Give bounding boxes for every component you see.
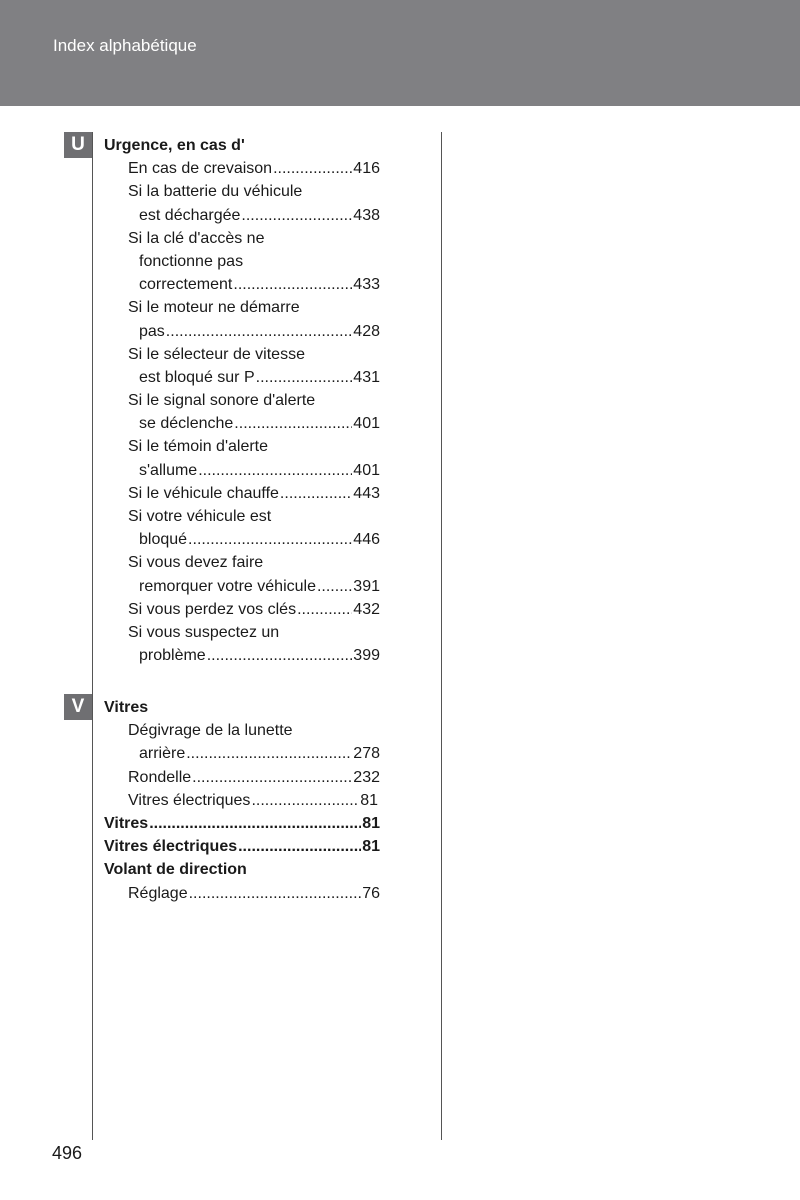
index-entry — [104, 528, 380, 551]
index-entry — [104, 250, 380, 273]
entry-text: Réglage — [128, 884, 188, 902]
entry-text: Urgence, en cas d' — [104, 137, 245, 154]
index-entry — [104, 719, 380, 742]
column-divider-right — [441, 132, 442, 1140]
entry-text: Si la batterie du véhicule — [128, 183, 303, 201]
entry-text: En cas de crevaison — [128, 160, 273, 178]
entry-text: Si la clé d'accès ne — [128, 229, 265, 247]
entry-page: 81 — [360, 791, 378, 809]
entry-text: Vitres — [104, 699, 149, 716]
index-entry — [104, 644, 380, 667]
dot-leader — [166, 320, 353, 343]
entry-text: Rondelle — [128, 768, 192, 786]
entry-page: 81 — [362, 814, 380, 832]
dot-leader — [186, 742, 352, 765]
entry-text: bloqué — [139, 531, 188, 549]
entry-page: 76 — [362, 884, 380, 902]
index-entry — [104, 459, 380, 482]
dot-leader — [207, 644, 353, 667]
entry-page: 391 — [353, 577, 380, 595]
entry-text: Si vous suspectez un — [128, 623, 280, 641]
dot-leader — [188, 528, 352, 551]
index-entry — [104, 435, 380, 458]
entry-text: Volant de direction — [104, 861, 247, 879]
index-entry — [104, 621, 380, 644]
entry-text: Si vous devez faire — [128, 554, 264, 572]
index-entry — [104, 320, 380, 343]
index-entry — [104, 551, 380, 574]
entry-text: Si le signal sonore d'alerte — [128, 392, 316, 410]
header-title: Index alphabétique — [53, 36, 197, 55]
dot-leader — [189, 882, 362, 905]
index-entry — [104, 696, 380, 719]
entry-page: 446 — [353, 531, 380, 549]
section-letter-u: U — [64, 132, 92, 158]
entry-text: Si le moteur ne démarre — [128, 299, 300, 317]
dot-leader — [280, 482, 352, 505]
index-section-v — [104, 696, 380, 905]
entry-text: est déchargée — [139, 206, 241, 224]
index-entry — [104, 343, 380, 366]
entry-page: 432 — [353, 600, 380, 618]
index-entry — [104, 812, 380, 835]
index-entry — [104, 389, 380, 412]
dot-leader — [192, 766, 352, 789]
entry-text: problème — [139, 647, 206, 665]
dot-leader — [238, 835, 361, 858]
index-entry — [104, 482, 380, 505]
entry-text: pas — [139, 322, 165, 340]
index-entry — [104, 505, 380, 528]
dot-leader — [198, 459, 352, 482]
index-entry — [104, 412, 380, 435]
entry-text: Si le sélecteur de vitesse — [128, 345, 305, 363]
dot-leader — [251, 789, 359, 812]
entry-text: Si vous perdez vos clés — [128, 600, 297, 618]
index-entry — [104, 575, 380, 598]
index-entry — [104, 858, 380, 881]
entry-text: s'allume — [139, 461, 198, 479]
entry-text: remorquer votre véhicule — [139, 577, 316, 595]
entry-text: Si le témoin d'alerte — [128, 438, 269, 456]
entry-text: Vitres — [104, 814, 149, 832]
entry-text: Vitres électriques — [128, 791, 251, 809]
dot-leader — [234, 412, 352, 435]
index-entry — [104, 296, 380, 319]
entry-text: Vitres électriques — [104, 838, 238, 856]
column-divider-left — [92, 132, 93, 1140]
entry-text: se déclenche — [139, 415, 234, 433]
entry-page: 443 — [353, 484, 380, 502]
page-number: 496 — [52, 1143, 83, 1163]
dot-leader — [317, 575, 352, 598]
section-letter-v: V — [64, 694, 92, 720]
entry-text: Si votre véhicule est — [128, 508, 272, 525]
entry-page: 428 — [353, 322, 380, 340]
entry-page: 431 — [353, 368, 380, 386]
index-entry — [104, 598, 380, 621]
dot-leader — [256, 366, 353, 389]
entry-page: 438 — [353, 206, 380, 224]
entry-text: est bloqué sur P — [139, 368, 255, 386]
entry-page: 278 — [353, 745, 380, 763]
dot-leader — [149, 812, 361, 835]
index-entry — [104, 227, 380, 250]
entry-page: 232 — [353, 768, 380, 786]
page-header — [0, 0, 800, 106]
entry-page: 399 — [353, 647, 380, 665]
index-section-u — [104, 134, 380, 667]
entry-text: arrière — [139, 745, 186, 763]
dot-leader — [273, 157, 352, 180]
entry-page: 401 — [353, 461, 380, 479]
index-entry — [104, 204, 380, 227]
index-entry — [104, 766, 380, 789]
index-entry — [104, 366, 380, 389]
index-entry — [104, 134, 380, 157]
entry-page: 416 — [353, 160, 380, 178]
index-entry — [104, 157, 380, 180]
index-entry — [104, 273, 380, 296]
entry-text: fonctionne pas — [139, 252, 244, 270]
entry-text: Si le véhicule chauffe — [128, 484, 279, 502]
index-entry — [104, 742, 380, 765]
dot-leader — [233, 273, 352, 296]
entry-page: 401 — [353, 415, 380, 433]
index-entry — [104, 789, 378, 812]
entry-text: Dégivrage de la lunette — [128, 722, 293, 740]
entry-page: 81 — [362, 838, 380, 856]
dot-leader — [241, 204, 352, 227]
entry-page: 433 — [353, 276, 380, 294]
index-entry — [104, 882, 380, 905]
index-entry — [104, 835, 380, 858]
dot-leader — [297, 598, 352, 621]
entry-text: correctement — [139, 276, 233, 294]
index-entry — [104, 180, 380, 203]
